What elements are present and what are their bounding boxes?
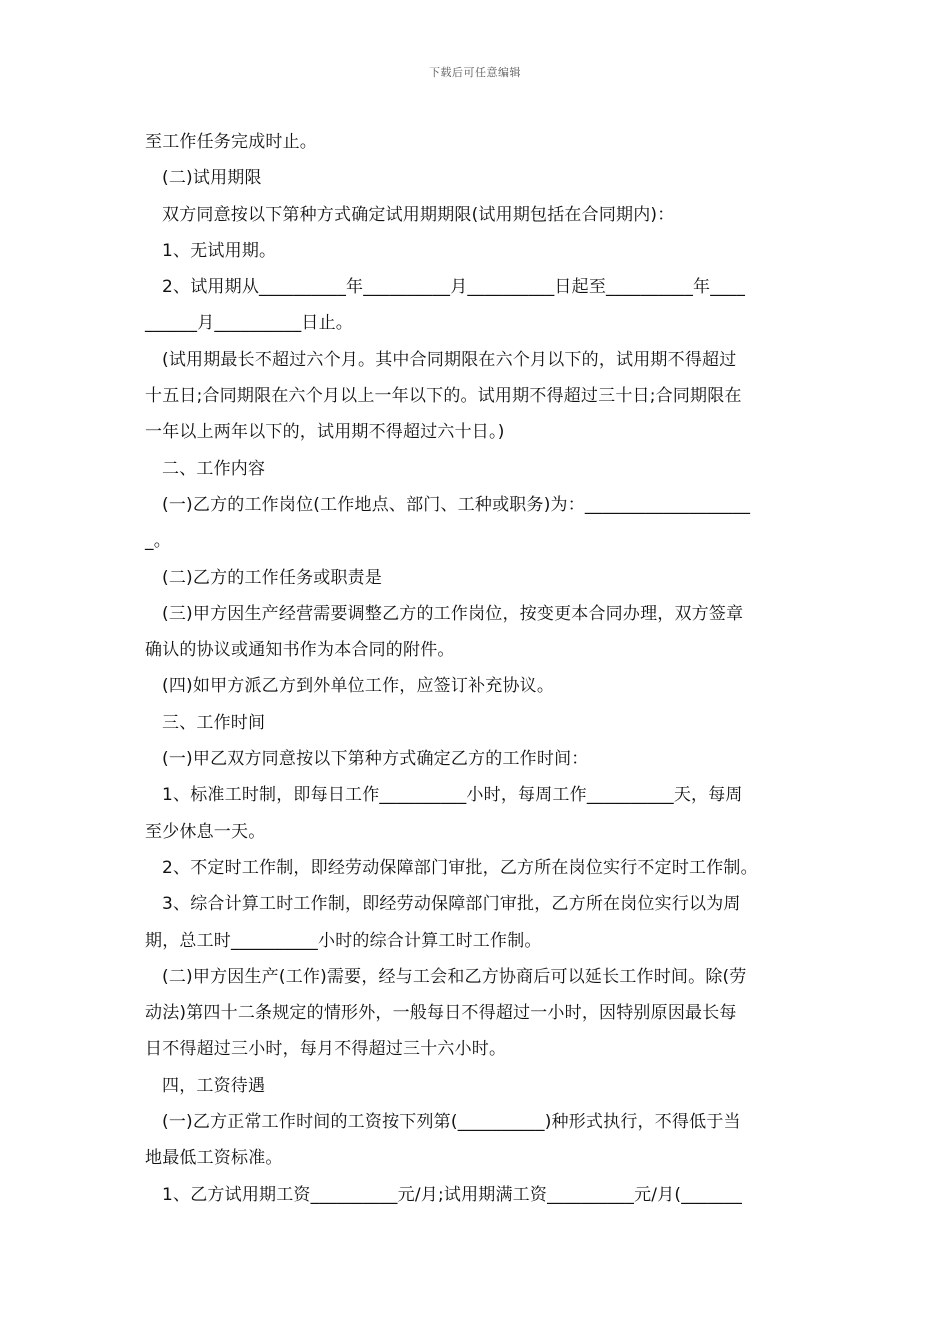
text-line: ______月__________日止。 xyxy=(145,313,353,334)
text-line: _。 xyxy=(145,531,171,552)
text-line: 一年以上两年以下的，试用期不得超过六十日。) xyxy=(145,422,505,443)
document-body xyxy=(145,124,810,1213)
text-line: 确认的协议或通知书作为本合同的附件。 xyxy=(145,640,455,661)
text-line: 四，工资待遇 xyxy=(162,1075,266,1096)
text-line: 至少休息一天。 xyxy=(145,821,266,842)
text-line: 地最低工资标准。 xyxy=(145,1148,283,1169)
text-line: 二、工作内容 xyxy=(162,458,266,479)
text-line: (二)甲方因生产(工作)需要，经与工会和乙方协商后可以延长工作时间。除(劳 xyxy=(162,966,747,987)
text-line: (试用期最长不超过六个月。其中合同期限在六个月以下的，试用期不得超过 xyxy=(162,349,737,370)
text-line: 1、标准工时制，即每日工作__________小时，每周工作__________天，每周 xyxy=(162,785,743,806)
text-line: 2、不定时工作制，即经劳动保障部门审批，乙方所在岗位实行不定时工作制。 xyxy=(162,857,758,878)
text-line: 3、综合计算工时工作制，即经劳动保障部门审批，乙方所在岗位实行以为周 xyxy=(162,894,741,915)
text-line: 1、无试用期。 xyxy=(162,240,277,261)
page-header: 下载后可任意编辑 xyxy=(429,66,521,79)
text-line: 双方同意按以下第种方式确定试用期期限(试用期包括在合同期内)： xyxy=(162,204,675,225)
text-line: 1、乙方试用期工资__________元/月;试用期满工资__________元/月(_______ xyxy=(162,1184,743,1205)
text-line: 三、工作时间 xyxy=(162,712,266,733)
text-line: (二)乙方的工作任务或职责是 xyxy=(162,567,383,588)
text-line: 期，总工时__________小时的综合计算工时工作制。 xyxy=(145,930,542,951)
text-line: 至工作任务完成时止。 xyxy=(145,132,317,152)
text-line: (二)试用期限 xyxy=(162,168,262,189)
text-line: 日不得超过三小时，每月不得超过三十六小时。 xyxy=(145,1039,507,1060)
text-line: (一)乙方正常工作时间的工资按下列第(__________)种形式执行，不得低于当 xyxy=(162,1112,741,1133)
text-line: 动法)第四十二条规定的情形外，一般每日不得超过一小时，因特别原因最长每 xyxy=(145,1003,737,1024)
text-line: 2、试用期从__________年__________月__________日起至__________年____ xyxy=(162,277,746,298)
text-line: (四)如甲方派乙方到外单位工作，应签订补充协议。 xyxy=(162,676,555,697)
text-line: (一)乙方的工作岗位(工作地点、部门、工种或职务)为：___________________ xyxy=(162,494,751,515)
text-line: (三)甲方因生产经营需要调整乙方的工作岗位，按变更本合同办理，双方签章 xyxy=(162,603,744,624)
text-line: 十五日;合同期限在六个月以上一年以下的。试用期不得超过三十日;合同期限在 xyxy=(145,386,742,407)
text-line: (一)甲乙双方同意按以下第种方式确定乙方的工作时间： xyxy=(162,749,589,770)
